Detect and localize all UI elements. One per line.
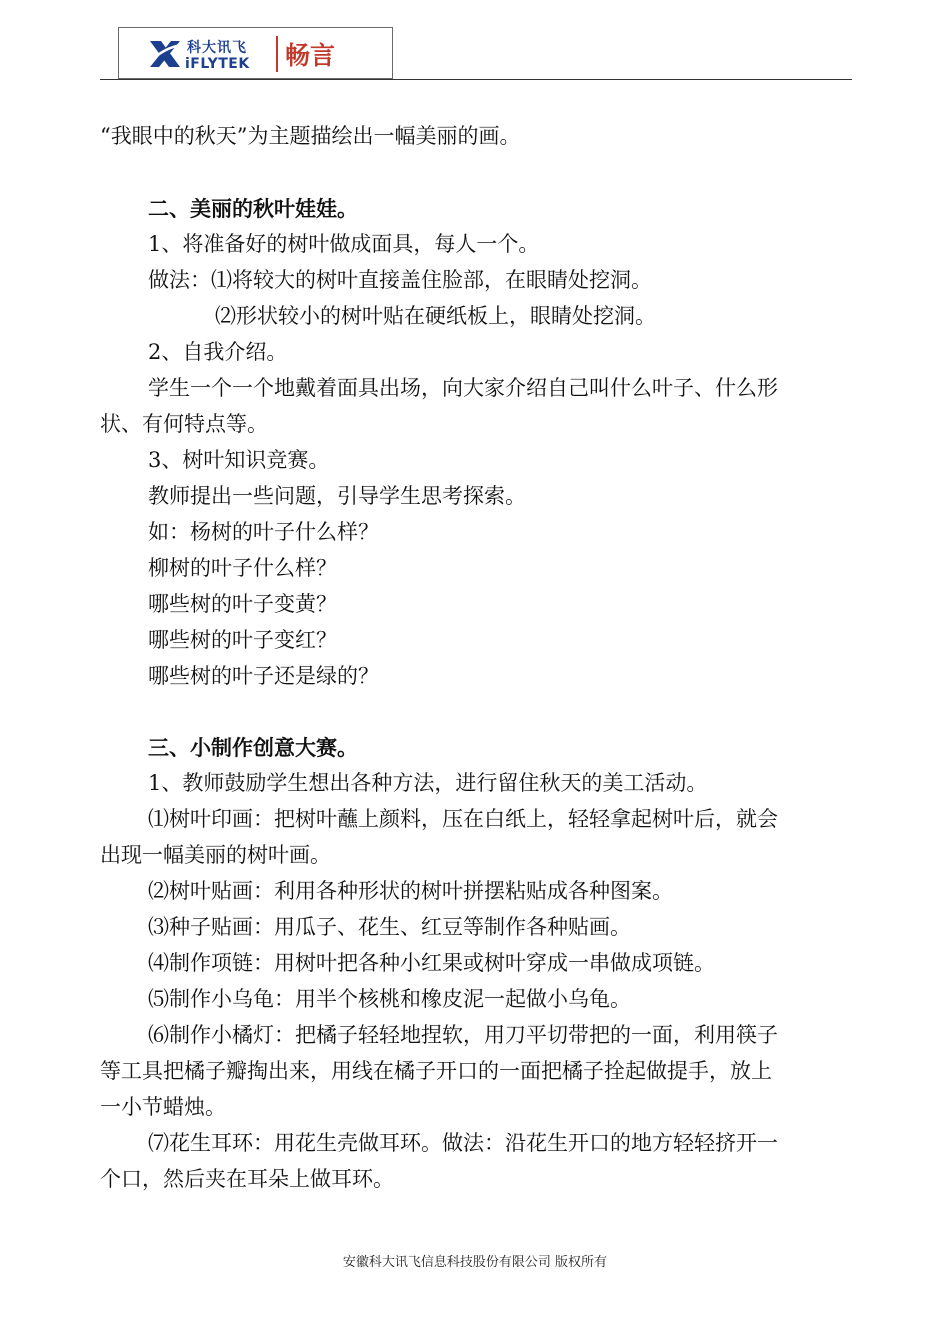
text-line: ⑵树叶贴画：利用各种形状的树叶拼摆粘贴成各种图案。 bbox=[148, 879, 673, 903]
text-line: 个口，然后夹在耳朵上做耳环。 bbox=[100, 1167, 394, 1191]
text-line: ⑸制作小乌龟：用半个核桃和橡皮泥一起做小乌龟。 bbox=[148, 987, 631, 1011]
logo-company-en: iFLYTEK bbox=[185, 56, 250, 72]
text-line: ⑶种子贴画：用瓜子、花生、红豆等制作各种贴画。 bbox=[148, 915, 631, 939]
text-line: 学生一个一个地戴着面具出场，向大家介绍自己叫什么叶子、什么形 bbox=[148, 376, 778, 400]
text-line: 3、树叶知识竞赛。 bbox=[148, 448, 330, 472]
text-line: 1、教师鼓励学生想出各种方法，进行留住秋天的美工活动。 bbox=[148, 771, 708, 795]
text-line: “我眼中的秋天”为主题描绘出一幅美丽的画。 bbox=[100, 124, 521, 148]
logo-company-cn: 科大讯飞 bbox=[187, 40, 247, 56]
text-line: ⑹制作小橘灯：把橘子轻轻地捏软，用刀平切带把的一面，利用筷子 bbox=[148, 1023, 778, 1047]
section-heading: 二、美丽的秋叶娃娃。 bbox=[148, 196, 358, 221]
text-line: 一小节蜡烛。 bbox=[100, 1095, 226, 1119]
text-line: 出现一幅美丽的树叶画。 bbox=[100, 843, 331, 867]
text-line: ⑵形状较小的树叶贴在硬纸板上，眼睛处挖洞。 bbox=[215, 304, 656, 328]
header-rule bbox=[100, 79, 852, 80]
text-line: 等工具把橘子瓣掏出来，用线在橘子开口的一面把橘子拴起做提手，放上 bbox=[100, 1059, 772, 1083]
footer-copyright: 安徽科大讯飞信息科技股份有限公司 版权所有 bbox=[342, 1255, 608, 1270]
logo-product-name: 畅言 bbox=[285, 41, 336, 70]
text-line: ⑴树叶印画：把树叶蘸上颜料，压在白纸上，轻轻拿起树叶后，就会 bbox=[148, 807, 778, 831]
text-line: ⑺花生耳环：用花生壳做耳环。做法：沿花生开口的地方轻轻挤开一 bbox=[148, 1131, 778, 1155]
header-logo bbox=[118, 27, 393, 79]
logo-divider bbox=[276, 36, 278, 72]
text-line: 哪些树的叶子变黄？ bbox=[148, 592, 337, 616]
text-line: 2、自我介绍。 bbox=[148, 340, 288, 364]
text-line: 状、有何特点等。 bbox=[100, 412, 268, 436]
text-line: 做法：⑴将较大的树叶直接盖住脸部，在眼睛处挖洞。 bbox=[148, 268, 652, 292]
text-line: 哪些树的叶子还是绿的？ bbox=[148, 664, 379, 688]
iflytek-logo-icon bbox=[147, 37, 183, 71]
text-line: 1、将准备好的树叶做成面具，每人一个。 bbox=[148, 232, 540, 256]
text-line: 柳树的叶子什么样？ bbox=[148, 556, 337, 580]
text-line: 如：杨树的叶子什么样？ bbox=[148, 520, 379, 544]
text-line: 哪些树的叶子变红？ bbox=[148, 628, 337, 652]
text-line: ⑷制作项链：用树叶把各种小红果或树叶穿成一串做成项链。 bbox=[148, 951, 715, 975]
text-line: 教师提出一些问题，引导学生思考探索。 bbox=[148, 484, 526, 508]
section-heading: 三、小制作创意大赛。 bbox=[148, 735, 358, 760]
